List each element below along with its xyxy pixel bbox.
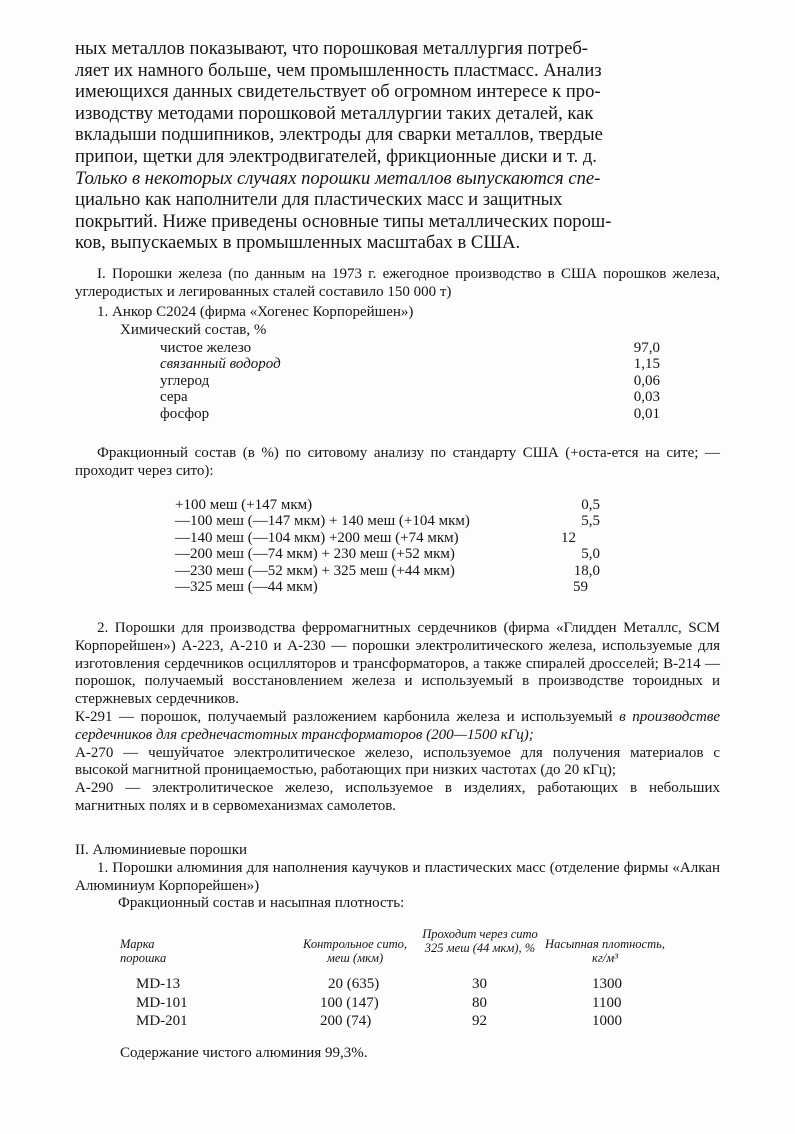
table-row (120, 994, 680, 1013)
table-cell: MD-201 (136, 1013, 188, 1029)
table-title: Фракционный состав и насыпная плотность: (118, 895, 405, 911)
aluminium-purity-note: Содержание чистого алюминия 99,3%. (120, 1045, 368, 1061)
intro-line: циально как наполнители для пластических масс и защитных (75, 189, 563, 211)
list-item: —230 меш (—52 мкм) + 325 меш (+44 мкм) 18,0 (175, 562, 600, 579)
table-row (120, 1012, 680, 1031)
table-cell: 1100 (592, 994, 622, 1011)
intro-line: имеющихся данных свидетельствует об огромном интересе к про- (75, 81, 601, 103)
intro-line: покрытий. Ниже приведены основные типы металлических порош- (75, 210, 612, 232)
section-2-text (75, 620, 720, 816)
table-cell: 30 (472, 976, 487, 992)
section-1-heading: I. Порошки железа (по данным на 1973 г. ежегодное производство в США порошков железа, углеродистых и легированных сталей составило 150 000 т) (75, 266, 720, 300)
intro-line: изводству методами порошковой металлургии таких деталей, как (75, 102, 594, 124)
column-header: Марка порошка (120, 937, 167, 965)
table-cell: 92 (472, 1013, 487, 1029)
table-cell: 80 (472, 994, 487, 1011)
list-item: чистое железо 97,0 (160, 340, 660, 356)
list-item: фосфор 0,01 (160, 405, 660, 422)
list-item: сера 0,03 (160, 389, 660, 406)
list-item: —100 меш (—147 мкм) + 140 меш (+104 мкм) 5,5 (175, 513, 600, 530)
intro-line: вкладыши подшипников, электроды для сварки металлов, твердые (75, 124, 603, 146)
column-header: Проходит через сито 325 меш (44 мкм), % (422, 927, 538, 955)
chemical-title: Химический состав, % (120, 322, 267, 338)
table-row (120, 975, 680, 994)
intro-line: припои, щетки для электродвигателей, фрикционные диски и т. д. (75, 145, 597, 167)
list-item: —200 меш (—74 мкм) + 230 меш (+52 мкм) 5,0 (175, 546, 600, 563)
section-3-heading: II. Алюминиевые порошки (75, 842, 248, 858)
intro-line: ляет их намного больше, чем промышленность пластмасс. Анализ (75, 59, 602, 81)
table-cell: 20 (635) (328, 976, 380, 992)
list-item: связанный водород 1,15 (160, 356, 660, 373)
column-header: Насыпная плотность, кг/м³ (545, 937, 665, 965)
intro-paragraph (75, 38, 715, 254)
paragraph: К-291 — порошок, получаемый разложением карбонила железа и используемый в производстве сердечников для среднечастотных трансформаторов (200—1500 кГц); (75, 708, 720, 743)
paragraph: А-290 — электролитическое железо, используемое в изделиях, работающих в небольших магнитных полях и в сервомеханизмах самолетов. (75, 780, 720, 814)
intro-line: Только в некоторых случаях порошки металлов выпускаются спе- (75, 167, 601, 189)
list-item: углерод 0,06 (160, 372, 660, 389)
intro-line: ных металлов показывают, что порошковая металлургия потреб- (75, 38, 588, 59)
fraction-title: Фракционный состав (в %) по ситовому анализу по стандарту США (+оста-ется на сите; —проходит через сито): (75, 445, 720, 479)
paragraph: 2. Порошки для производства ферромагнитных сердечников (фирма «Глидден Металлс, SCM Корпорейшен») А-223, А-210 и А-230 — порошки электролитического железа, используемые для изготовления сердечников осцилляторов и трансформаторов, а также спиралей дросселей; В-214 — порошок, получаемый восстановлением железа и используемый в производстве тороидных и стержневых сердечников. (75, 620, 720, 708)
column-header: Контрольное сито, меш (мкм) (303, 937, 407, 965)
section-3 (75, 842, 720, 895)
paragraph: 1. Порошки алюминия для наполнения каучуков и пластических масс (отделение фирмы «Алкан Алюминиум Корпорейшен») (75, 859, 720, 894)
intro-line: ков, выпускаемых в промышленных масштабах в США. (75, 232, 521, 254)
table-cell: MD-13 (136, 976, 181, 992)
fraction-composition-list (175, 497, 600, 595)
paragraph: А-270 — чешуйчатое электролитическое железо, используемое для получения материалов с высокой магнитной проницаемостью, работающих при низких частотах (до 20 кГц); (75, 744, 720, 779)
table-cell: 200 (74) (320, 1013, 372, 1029)
list-item: —325 меш (—44 мкм) 59 (175, 578, 588, 595)
table-body (120, 975, 680, 1031)
product-title: 1. Анкор С2024 (фирма «Хогенес Корпорейшен») (97, 304, 414, 320)
list-item: —140 меш (—104 мкм) +200 меш (+74 мкм) 12 (175, 529, 576, 546)
list-item: +100 меш (+147 мкм) 0,5 (175, 497, 600, 513)
chemical-composition-list (160, 340, 660, 422)
table-cell: 1300 (592, 976, 622, 992)
table-cell: MD-101 (136, 994, 188, 1011)
table-cell: 1000 (592, 1013, 622, 1029)
table-cell: 100 (147) (320, 994, 379, 1011)
